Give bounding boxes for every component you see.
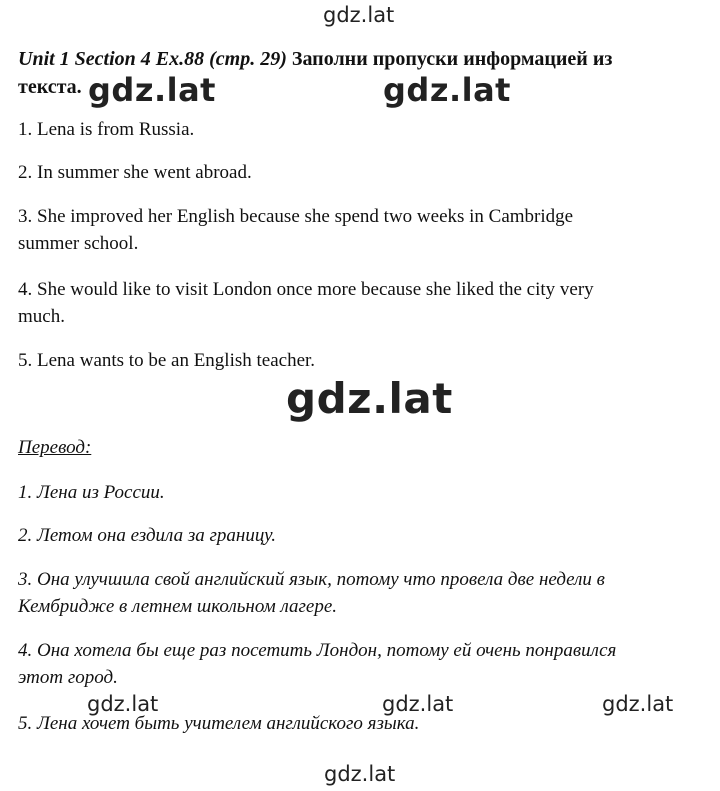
watermark-bottom-left: gdz.lat [87,692,159,716]
answer-4-line-2: much. [18,306,65,327]
watermark-footer: gdz.lat [324,762,396,786]
translation-label: Перевод: [18,437,92,458]
answer-2: 2. In summer she went abroad. [18,162,252,183]
watermark-bottom-center: gdz.lat [382,692,454,716]
exercise-task: Заполни пропуски информацией из [291,48,613,70]
watermark-heading-left: gdz.lat [88,71,216,109]
watermark-center: gdz.lat [286,374,453,423]
translation-5: 5. Лена хочет быть учителем английского языка. [18,713,420,734]
watermark-bottom-right: gdz.lat [602,692,674,716]
answer-4-line-1: 4. She would like to visit London once more because she liked the city very [18,279,594,300]
answer-3-line-2: summer school. [18,233,139,254]
translation-1: 1. Лена из России. [18,482,165,503]
watermark-heading-right: gdz.lat [383,71,511,109]
answer-1: 1. Lena is from Russia. [18,119,195,140]
answer-3-line-1: 3. She improved her English because she spend two weeks in Cambridge [18,206,574,227]
translation-3-line-1: 3. Она улучшила свой английский язык, потому что провела две недели в [18,569,605,590]
exercise-reference: Unit 1 Section 4 Ex.88 (стр. 29) [18,48,287,70]
translation-2: 2. Летом она ездила за границу. [18,525,277,546]
answer-5: 5. Lena wants to be an English teacher. [18,350,316,371]
translation-4-line-2: этот город. [18,667,118,688]
translation-3-line-2: Кембридже в летнем школьном лагере. [18,596,338,617]
exercise-task-end: текста. [18,76,82,98]
watermark-top: gdz.lat [323,3,395,27]
translation-4-line-1: 4. Она хотела бы еще раз посетить Лондон, потому ей очень понравился [18,640,617,661]
